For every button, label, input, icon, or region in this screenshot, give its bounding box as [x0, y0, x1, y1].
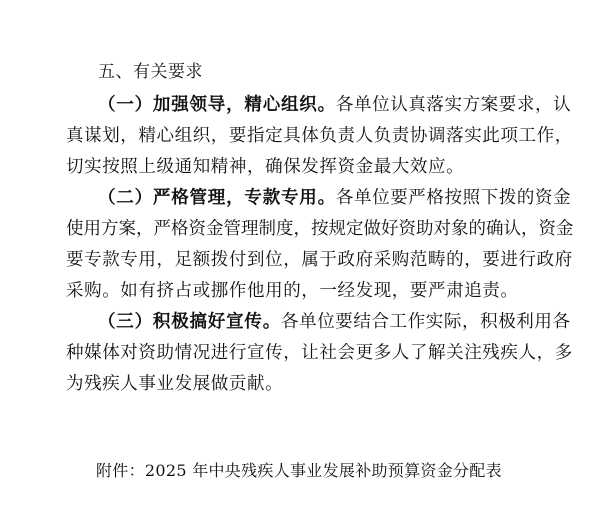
paragraph-3-first-line [98, 312, 571, 332]
paragraph-3-line-3: 为残疾人事业发展做贡献。 [66, 374, 284, 394]
paragraph-1-line-2: 真谋划，精心组织，要指定具体负责人负责协调落实此项工作， [66, 126, 573, 146]
attachment-note: 附件：2025 年中央残疾人事业发展补助预算资金分配表 [96, 461, 502, 480]
paragraph-3-line-2: 种媒体对资助情况进行宣传，让社会更多人了解关注残疾人，多 [66, 343, 573, 363]
paragraph-3-title: （三）积极搞好宣传。 [98, 312, 281, 332]
section-heading: 五、有关要求 [98, 62, 203, 82]
paragraph-2-line-2: 使用方案，严格资金管理制度，按规定做好资助对象的确认，资金 [66, 219, 574, 239]
paragraph-2-line-4: 采购。如有挤占或挪作他用的，一经发现，要严肃追责。 [66, 281, 519, 301]
paragraph-2-line-1: 各单位要严格按照下拨的资金 [335, 188, 572, 208]
paragraph-2-line-3: 要专款专用，足额拨付到位，属于政府采购范畴的，要进行政府 [66, 250, 573, 270]
paragraph-1-first-line [98, 95, 571, 115]
paragraph-3-line-1: 各单位要结合工作实际，积极利用各 [281, 312, 571, 332]
paragraph-1-line-3: 切实按照上级通知精神，确保发挥资金最大效应。 [66, 157, 465, 177]
paragraph-1-title: （一）加强领导，精心组织。 [98, 95, 336, 115]
paragraph-2-first-line [98, 188, 571, 208]
paragraph-2-title: （二）严格管理，专款专用。 [98, 188, 336, 208]
paragraph-1-line-1: 各单位认真落实方案要求，认 [335, 95, 572, 115]
